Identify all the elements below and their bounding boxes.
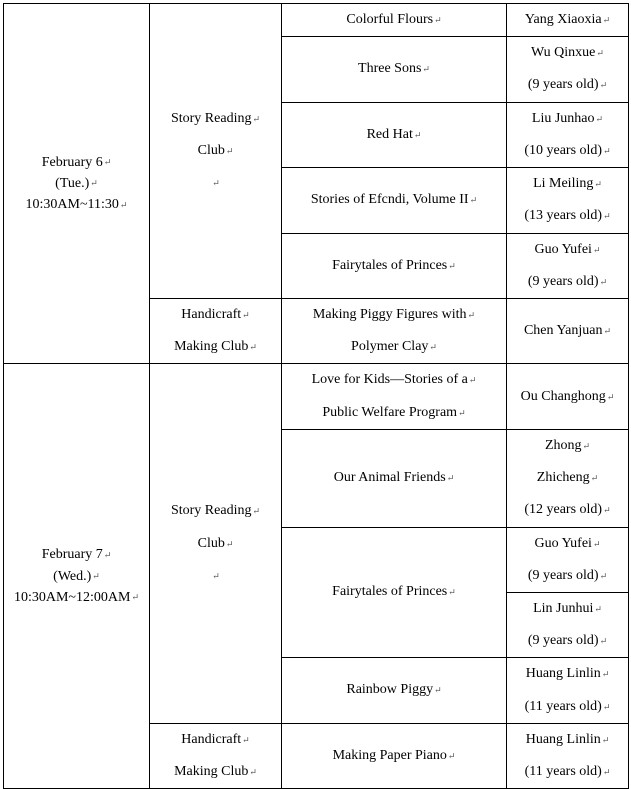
- session-title-line: Polymer Clay↵: [351, 339, 437, 355]
- schedule-table: [3, 3, 629, 789]
- paragraph-mark-icon: ↵: [131, 592, 140, 603]
- session-title-cell: [282, 102, 507, 167]
- club-cell: [150, 298, 282, 363]
- reader-cell: [507, 298, 629, 363]
- reader-line: Zhong↵: [544, 438, 591, 454]
- club-name-line: Handicraft↵: [181, 307, 250, 323]
- reader-line: (9 years old)↵: [527, 633, 608, 649]
- paragraph-mark-icon: ↵: [242, 309, 250, 320]
- paragraph-mark-icon: ↵: [249, 767, 257, 778]
- club-name-line: Making Club↵: [174, 339, 257, 355]
- paragraph-mark-icon: ↵: [602, 767, 611, 778]
- session-title-line: Stories of Efcndi, Volume II↵: [310, 192, 478, 208]
- date-line: February 6↵: [41, 154, 112, 170]
- reader-cell: [507, 233, 629, 298]
- date-line: (Wed.)↵: [53, 568, 100, 584]
- paragraph-mark-icon: ↵: [92, 570, 100, 581]
- table-row: [4, 364, 629, 429]
- paragraph-mark-icon: ↵: [103, 549, 112, 560]
- date-line: 10:30AM~11:30↵: [25, 197, 128, 213]
- reader-line: Lin Junhui↵: [533, 601, 602, 617]
- paragraph-mark-icon: ↵: [594, 603, 602, 614]
- date-cell: [4, 364, 150, 789]
- reader-line: Huang Linlin↵: [525, 732, 610, 748]
- session-title-line: Our Animal Friends↵: [333, 470, 455, 486]
- session-title-line: Red Hat↵: [366, 126, 422, 142]
- session-title-cell: [282, 723, 507, 788]
- club-name-line: [150, 167, 281, 199]
- paragraph-mark-icon: ↵: [225, 538, 234, 549]
- reader-cell: [507, 592, 629, 657]
- date-cell: [4, 4, 150, 364]
- paragraph-mark-icon: ↵: [594, 179, 602, 190]
- date-line: February 7↵: [41, 547, 112, 563]
- date-line: (Tue.)↵: [55, 176, 98, 192]
- paragraph-mark-icon: ↵: [603, 211, 611, 222]
- reader-line: (11 years old)↵: [524, 698, 611, 714]
- paragraph-mark-icon: ↵: [225, 145, 234, 156]
- session-title-cell: [282, 429, 507, 527]
- paragraph-mark-icon: ↵: [103, 157, 112, 168]
- paragraph-mark-icon: ↵: [599, 276, 608, 287]
- session-title-cell: [282, 658, 507, 723]
- session-title-cell: [282, 298, 507, 363]
- reader-line: Huang Linlin↵: [525, 666, 610, 682]
- paragraph-mark-icon: ↵: [212, 570, 220, 581]
- club-cell: [150, 4, 282, 299]
- reader-line: Guo Yufei↵: [534, 535, 601, 551]
- table-row: [4, 4, 629, 37]
- paragraph-mark-icon: ↵: [599, 80, 608, 91]
- paragraph-mark-icon: ↵: [468, 375, 477, 386]
- paragraph-mark-icon: ↵: [242, 734, 250, 745]
- session-title-cell: [282, 37, 507, 102]
- paragraph-mark-icon: ↵: [603, 326, 612, 337]
- paragraph-mark-icon: ↵: [434, 15, 442, 25]
- club-cell: [150, 364, 282, 723]
- reader-line: (9 years old)↵: [527, 567, 608, 583]
- paragraph-mark-icon: ↵: [582, 440, 591, 451]
- club-name-line: Story Reading↵: [170, 110, 261, 126]
- paragraph-mark-icon: ↵: [446, 473, 455, 484]
- reader-line: Wu Qinxue↵: [531, 45, 604, 61]
- reader-cell: [507, 723, 629, 788]
- reader-cell: [507, 102, 629, 167]
- reader-line: Chen Yanjuan↵: [523, 323, 612, 339]
- club-name-line: [150, 560, 281, 592]
- reader-cell: [507, 364, 629, 429]
- reader-line: Liu Junhao↵: [531, 110, 604, 126]
- session-title-line: Fairytales of Princes↵: [332, 257, 456, 273]
- paragraph-mark-icon: ↵: [448, 587, 456, 598]
- paragraph-mark-icon: ↵: [596, 48, 604, 59]
- club-name-line: Making Club↵: [174, 764, 257, 780]
- paragraph-mark-icon: ↵: [592, 538, 601, 549]
- reader-line: Yang Xiaoxia↵: [524, 12, 611, 28]
- session-title-cell: [282, 527, 507, 658]
- session-title-line: Three Sons↵: [358, 61, 430, 77]
- paragraph-mark-icon: ↵: [252, 113, 261, 124]
- paragraph-mark-icon: ↵: [603, 145, 611, 156]
- paragraph-mark-icon: ↵: [599, 570, 608, 581]
- paragraph-mark-icon: ↵: [212, 178, 220, 189]
- paragraph-mark-icon: ↵: [119, 199, 128, 210]
- paragraph-mark-icon: ↵: [590, 473, 599, 484]
- session-title-line: Love for Kids—Stories of a↵: [311, 372, 477, 388]
- reader-line: (9 years old)↵: [527, 77, 608, 93]
- session-title-line: Fairytales of Princes↵: [332, 584, 456, 600]
- paragraph-mark-icon: ↵: [448, 260, 456, 271]
- paragraph-mark-icon: ↵: [467, 309, 476, 320]
- reader-cell: [507, 527, 629, 592]
- session-title-line: Colorful Flours↵: [346, 12, 442, 28]
- session-title-line: Making Piggy Figures with↵: [312, 307, 476, 323]
- paragraph-mark-icon: ↵: [458, 407, 466, 418]
- reader-line: (13 years old)↵: [524, 208, 611, 224]
- session-title-cell: [282, 233, 507, 298]
- paragraph-mark-icon: ↵: [602, 15, 611, 25]
- paragraph-mark-icon: ↵: [603, 505, 611, 516]
- session-title-cell: [282, 4, 507, 37]
- paragraph-mark-icon: ↵: [434, 685, 442, 696]
- session-title-line: Public Welfare Program↵: [322, 404, 466, 420]
- paragraph-mark-icon: ↵: [606, 391, 615, 402]
- reader-cell: [507, 658, 629, 723]
- reader-line: (10 years old)↵: [524, 143, 611, 159]
- paragraph-mark-icon: ↵: [599, 636, 608, 647]
- paragraph-mark-icon: ↵: [252, 506, 261, 517]
- reader-line: Ou Changhong↵: [520, 388, 615, 404]
- reader-line: Guo Yufei↵: [534, 241, 601, 257]
- reader-line: Li Meiling↵: [533, 176, 602, 192]
- reader-cell: [507, 4, 629, 37]
- reader-cell: [507, 37, 629, 102]
- paragraph-mark-icon: ↵: [469, 195, 478, 206]
- reader-line: (12 years old)↵: [524, 502, 611, 518]
- paragraph-mark-icon: ↵: [595, 113, 604, 124]
- session-title-cell: [282, 364, 507, 429]
- paragraph-mark-icon: ↵: [429, 342, 437, 353]
- reader-cell: [507, 429, 629, 527]
- paragraph-mark-icon: ↵: [602, 701, 611, 712]
- paragraph-mark-icon: ↵: [422, 64, 430, 75]
- club-name-line: Story Reading↵: [170, 503, 261, 519]
- reader-line: Zhicheng↵: [536, 470, 599, 486]
- session-title-line: Making Paper Piano↵: [332, 748, 456, 764]
- session-title-line: Rainbow Piggy↵: [346, 682, 442, 698]
- paragraph-mark-icon: ↵: [601, 734, 610, 745]
- date-line: 10:30AM~12:00AM↵: [13, 589, 140, 605]
- session-title-cell: [282, 168, 507, 233]
- paragraph-mark-icon: ↵: [592, 244, 601, 255]
- club-name-line: Handicraft↵: [181, 732, 250, 748]
- club-name-line: Club↵: [197, 535, 234, 551]
- paragraph-mark-icon: ↵: [447, 750, 456, 761]
- club-cell: [150, 723, 282, 788]
- paragraph-mark-icon: ↵: [249, 342, 257, 353]
- reader-line: (11 years old)↵: [524, 764, 611, 780]
- reader-cell: [507, 168, 629, 233]
- paragraph-mark-icon: ↵: [90, 178, 98, 189]
- reader-line: (9 years old)↵: [527, 273, 608, 289]
- club-name-line: Club↵: [197, 143, 234, 159]
- paragraph-mark-icon: ↵: [413, 129, 422, 140]
- paragraph-mark-icon: ↵: [601, 669, 610, 680]
